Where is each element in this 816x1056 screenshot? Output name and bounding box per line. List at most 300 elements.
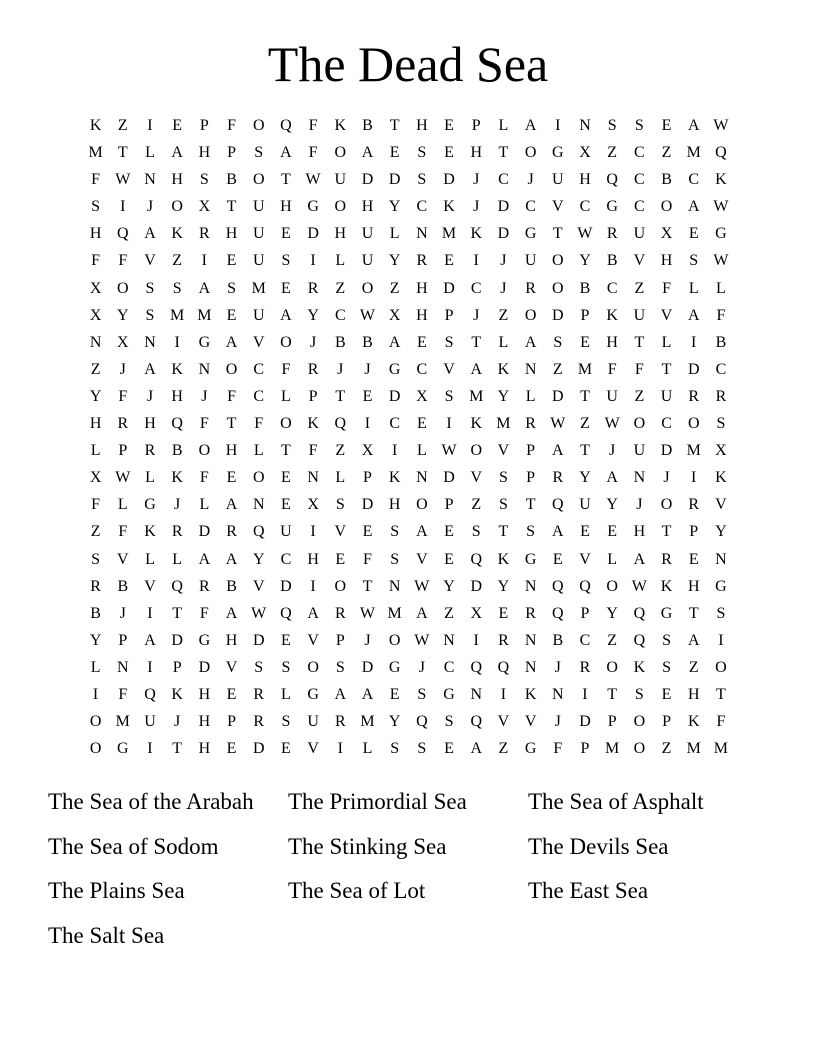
grid-letter[interactable]: S [281,658,291,676]
grid-letter[interactable]: X [470,604,482,622]
grid-letter[interactable]: I [500,685,507,703]
grid-letter[interactable]: D [280,577,292,595]
grid-letter[interactable]: M [577,360,593,378]
grid-letter[interactable]: Y [606,496,618,514]
grid-letter[interactable]: B [334,333,346,351]
grid-letter[interactable]: G [388,658,401,676]
grid-letter[interactable]: A [225,604,238,622]
grid-letter[interactable]: A [361,685,374,703]
grid-letter[interactable]: R [688,496,700,514]
grid-letter[interactable]: S [498,469,508,487]
grid-letter[interactable]: S [634,117,644,134]
grid-letter[interactable]: E [444,523,454,541]
grid-letter[interactable]: H [171,171,183,189]
grid-letter[interactable]: G [198,333,211,351]
grid-letter[interactable]: D [171,631,183,649]
grid-letter[interactable]: O [89,713,102,731]
grid-letter[interactable]: A [687,117,700,134]
grid-letter[interactable]: G [307,198,319,216]
grid-letter[interactable]: E [688,550,699,568]
word-search-grid[interactable] [82,112,735,762]
grid-letter[interactable]: R [226,523,237,541]
grid-letter[interactable]: N [524,658,537,676]
grid-letter[interactable]: A [552,442,564,460]
grid-letter[interactable]: U [524,252,537,270]
grid-letter[interactable]: V [225,658,238,676]
grid-letter[interactable]: B [171,442,183,460]
grid-letter[interactable]: D [252,631,265,649]
grid-letter[interactable]: O [334,577,347,595]
grid-letter[interactable]: V [144,252,156,270]
grid-letter[interactable]: I [473,252,479,270]
grid-letter[interactable]: S [444,387,454,405]
grid-letter[interactable]: Q [252,523,265,541]
grid-letter[interactable]: R [525,604,536,622]
grid-letter[interactable]: S [172,279,182,297]
grid-letter[interactable]: P [363,469,372,487]
grid-letter[interactable]: M [686,442,701,460]
grid-letter[interactable]: G [715,577,727,595]
grid-letter[interactable]: S [335,658,345,676]
grid-letter[interactable]: N [416,469,428,487]
grid-letter[interactable]: Q [144,685,156,703]
grid-letter[interactable]: E [172,117,183,134]
grid-letter[interactable]: X [715,442,727,460]
grid-letter[interactable]: E [552,550,563,568]
grid-letter[interactable]: C [634,198,645,216]
grid-letter[interactable]: L [335,469,346,487]
grid-letter[interactable]: Y [579,469,591,487]
grid-letter[interactable]: K [171,685,183,703]
grid-letter[interactable]: X [388,306,401,324]
grid-letter[interactable]: H [171,387,183,405]
grid-letter[interactable]: K [687,713,700,731]
grid-letter[interactable]: R [117,415,129,433]
grid-letter[interactable]: L [525,387,536,405]
grid-letter[interactable]: B [90,604,101,622]
grid-letter[interactable]: R [144,442,156,460]
grid-letter[interactable]: Q [171,577,183,595]
grid-letter[interactable]: S [335,496,345,514]
grid-letter[interactable]: V [633,252,646,270]
grid-letter[interactable]: B [362,333,373,351]
grid-letter[interactable]: A [687,306,700,324]
grid-letter[interactable]: I [147,740,153,758]
grid-letter[interactable]: L [498,117,509,134]
grid-letter[interactable]: P [662,713,671,731]
grid-letter[interactable]: I [174,333,180,351]
grid-letter[interactable]: U [552,171,564,189]
grid-letter[interactable]: V [443,360,455,378]
grid-letter[interactable]: J [146,387,154,405]
grid-letter[interactable]: D [252,740,265,758]
grid-letter[interactable]: L [607,550,618,568]
grid-letter[interactable]: Y [89,631,102,649]
grid-letter[interactable]: K [334,117,347,134]
grid-letter[interactable]: R [253,713,265,731]
grid-letter[interactable]: T [471,333,482,351]
grid-letter[interactable]: W [251,604,267,622]
grid-letter[interactable]: Z [335,279,346,297]
grid-letter[interactable]: E [362,523,373,541]
grid-letter[interactable]: B [715,333,727,351]
grid-letter[interactable]: V [416,550,428,568]
grid-letter[interactable]: Z [661,144,672,162]
grid-letter[interactable]: S [281,713,291,731]
grid-letter[interactable]: I [391,442,398,460]
grid-letter[interactable]: W [414,631,430,649]
grid-letter[interactable]: S [145,279,155,297]
grid-letter[interactable]: I [92,685,99,703]
grid-letter[interactable]: D [307,225,319,243]
grid-letter[interactable]: Z [389,279,400,297]
grid-letter[interactable]: O [552,252,564,270]
grid-letter[interactable]: S [417,171,427,189]
grid-letter[interactable]: S [390,550,400,568]
grid-letter[interactable]: O [687,415,700,433]
grid-letter[interactable]: Y [579,252,591,270]
grid-letter[interactable]: L [253,442,264,460]
grid-letter[interactable]: F [227,117,236,134]
grid-letter[interactable]: T [580,442,590,460]
grid-letter[interactable]: E [688,225,699,243]
grid-letter[interactable]: L [661,333,672,351]
grid-letter[interactable]: K [715,469,727,487]
grid-letter[interactable]: Q [606,171,618,189]
grid-letter[interactable]: W [359,604,376,622]
grid-letter[interactable]: J [364,631,371,649]
grid-letter[interactable]: E [226,685,237,703]
grid-letter[interactable]: N [552,685,564,703]
grid-letter[interactable]: R [199,577,210,595]
grid-letter[interactable]: T [498,523,509,541]
grid-letter[interactable]: T [117,144,128,162]
grid-letter[interactable]: M [686,144,701,162]
grid-letter[interactable]: H [361,198,374,216]
grid-letter[interactable]: L [281,685,291,703]
grid-letter[interactable]: G [552,144,564,162]
grid-letter[interactable]: D [361,496,374,514]
grid-letter[interactable]: R [334,713,346,731]
grid-letter[interactable]: N [579,117,591,134]
grid-letter[interactable]: K [171,360,183,378]
grid-letter[interactable]: M [496,415,511,433]
grid-letter[interactable]: Z [688,658,699,676]
grid-letter[interactable]: G [117,740,129,758]
grid-letter[interactable]: A [524,333,537,351]
grid-letter[interactable]: S [471,523,481,541]
grid-letter[interactable]: P [308,387,318,405]
grid-letter[interactable]: Q [552,604,564,622]
grid-letter[interactable]: S [417,740,427,758]
grid-letter[interactable]: V [470,469,482,487]
grid-letter[interactable]: Z [498,740,509,758]
grid-letter[interactable]: E [226,469,237,487]
grid-letter[interactable]: B [661,171,672,189]
grid-letter[interactable]: C [416,360,428,378]
grid-letter[interactable]: V [660,306,673,324]
grid-letter[interactable]: K [470,415,482,433]
grid-letter[interactable]: N [252,496,265,514]
grid-letter[interactable]: V [552,198,564,216]
grid-letter[interactable]: L [199,496,210,514]
grid-letter[interactable]: P [335,631,345,649]
grid-letter[interactable]: Q [416,713,428,731]
grid-letter[interactable]: O [334,198,347,216]
grid-letter[interactable]: U [334,171,347,189]
grid-letter[interactable]: Y [388,198,401,216]
grid-letter[interactable]: W [604,415,620,433]
grid-letter[interactable]: F [634,360,644,378]
grid-letter[interactable]: Q [280,604,292,622]
grid-letter[interactable]: Q [715,144,727,162]
grid-letter[interactable]: N [524,360,537,378]
grid-letter[interactable]: H [225,225,238,243]
grid-letter[interactable]: F [308,442,318,460]
grid-letter[interactable]: C [280,550,292,568]
grid-letter[interactable]: U [144,713,156,731]
grid-letter[interactable]: Q [633,604,646,622]
grid-letter[interactable]: P [172,658,182,676]
grid-letter[interactable]: S [444,713,454,731]
grid-letter[interactable]: K [443,198,455,216]
grid-letter[interactable]: A [470,740,482,758]
grid-letter[interactable]: E [444,740,454,758]
grid-letter[interactable]: Z [634,279,645,297]
grid-letter[interactable]: I [147,117,153,134]
grid-letter[interactable]: C [661,415,672,433]
grid-letter[interactable]: Q [470,550,482,568]
grid-letter[interactable]: E [661,685,672,703]
grid-letter[interactable]: C [634,144,645,162]
grid-letter[interactable]: J [119,604,126,622]
grid-letter[interactable]: N [524,631,537,649]
grid-letter[interactable]: D [361,658,374,676]
grid-letter[interactable]: K [497,360,510,378]
grid-letter[interactable]: Y [715,523,727,541]
grid-letter[interactable]: T [335,387,346,405]
grid-letter[interactable]: G [524,550,537,568]
grid-letter[interactable]: F [199,415,209,433]
grid-letter[interactable]: A [225,333,238,351]
grid-letter[interactable]: N [443,631,455,649]
grid-letter[interactable]: X [89,469,102,487]
grid-letter[interactable]: X [416,387,428,405]
grid-letter[interactable]: E [335,550,346,568]
grid-letter[interactable]: K [524,685,537,703]
grid-letter[interactable]: Y [606,604,618,622]
grid-letter[interactable]: F [553,740,563,758]
grid-letter[interactable]: F [91,171,101,189]
grid-letter[interactable]: P [118,442,128,460]
grid-letter[interactable]: G [388,360,401,378]
grid-letter[interactable]: Y [89,387,102,405]
grid-letter[interactable]: M [88,144,103,162]
grid-letter[interactable]: A [388,333,401,351]
grid-letter[interactable]: U [361,252,374,270]
grid-letter[interactable]: Z [607,631,618,649]
grid-letter[interactable]: V [307,631,319,649]
grid-letter[interactable]: H [579,171,591,189]
grid-letter[interactable]: A [171,144,183,162]
grid-letter[interactable]: A [524,117,537,134]
grid-letter[interactable]: I [147,604,153,622]
grid-letter[interactable]: R [661,550,672,568]
grid-letter[interactable]: I [718,631,724,649]
grid-letter[interactable]: O [117,279,129,297]
grid-letter[interactable]: A [470,360,482,378]
grid-letter[interactable]: U [579,496,591,514]
grid-letter[interactable]: F [363,550,372,568]
grid-letter[interactable]: J [418,658,425,676]
grid-letter[interactable]: Z [335,442,346,460]
grid-letter[interactable]: M [115,713,130,731]
grid-letter[interactable]: T [661,360,672,378]
grid-letter[interactable]: H [633,523,646,541]
grid-letter[interactable]: O [171,198,183,216]
grid-letter[interactable]: G [443,685,455,703]
grid-letter[interactable]: H [470,144,482,162]
grid-letter[interactable]: I [446,415,452,433]
grid-letter[interactable]: R [307,360,319,378]
grid-letter[interactable]: S [199,171,209,189]
grid-letter[interactable]: U [606,387,618,405]
grid-letter[interactable]: Q [117,225,129,243]
grid-letter[interactable]: R [525,415,536,433]
grid-letter[interactable]: S [281,252,291,270]
grid-letter[interactable]: H [198,685,211,703]
grid-letter[interactable]: C [253,360,265,378]
grid-letter[interactable]: A [552,523,564,541]
grid-letter[interactable]: O [225,360,238,378]
grid-letter[interactable]: V [144,577,156,595]
grid-letter[interactable]: D [552,387,564,405]
grid-letter[interactable]: U [660,387,673,405]
grid-letter[interactable]: K [470,225,482,243]
grid-letter[interactable]: A [144,631,156,649]
grid-letter[interactable]: S [444,333,454,351]
grid-letter[interactable]: Z [444,604,454,622]
grid-letter[interactable]: Z [580,415,590,433]
grid-letter[interactable]: G [606,198,618,216]
grid-letter[interactable]: G [144,496,156,514]
grid-letter[interactable]: M [441,225,457,243]
grid-letter[interactable]: A [198,550,211,568]
grid-letter[interactable]: P [526,469,536,487]
grid-letter[interactable]: K [633,658,646,676]
grid-letter[interactable]: E [362,387,373,405]
grid-letter[interactable]: T [172,604,183,622]
grid-letter[interactable]: Z [90,523,101,541]
grid-letter[interactable]: L [145,144,155,162]
grid-letter[interactable]: D [687,360,700,378]
grid-letter[interactable]: P [526,442,536,460]
grid-letter[interactable]: P [444,306,454,324]
grid-letter[interactable]: P [118,631,128,649]
grid-letter[interactable]: I [473,631,479,649]
grid-letter[interactable]: W [115,469,131,487]
grid-letter[interactable]: O [280,333,292,351]
grid-letter[interactable]: I [582,685,588,703]
grid-letter[interactable]: M [713,740,729,758]
grid-letter[interactable]: U [252,252,265,270]
grid-letter[interactable]: R [579,658,591,676]
grid-letter[interactable]: V [715,496,727,514]
grid-letter[interactable]: Q [552,496,564,514]
grid-letter[interactable]: I [691,333,697,351]
grid-letter[interactable]: O [715,658,727,676]
grid-letter[interactable]: T [281,171,291,189]
grid-letter[interactable]: T [607,685,618,703]
grid-letter[interactable]: B [117,577,129,595]
grid-letter[interactable]: S [254,144,264,162]
grid-letter[interactable]: Z [172,252,183,270]
grid-letter[interactable]: A [144,225,156,243]
grid-letter[interactable]: J [146,198,154,216]
grid-letter[interactable]: R [416,252,428,270]
grid-letter[interactable]: C [416,198,428,216]
grid-letter[interactable]: O [307,658,319,676]
grid-letter[interactable]: H [89,415,102,433]
grid-letter[interactable]: E [444,144,454,162]
grid-letter[interactable]: D [443,469,455,487]
grid-letter[interactable]: U [361,225,374,243]
grid-letter[interactable]: V [117,550,129,568]
grid-letter[interactable]: F [254,415,264,433]
grid-letter[interactable]: C [688,171,700,189]
grid-letter[interactable]: D [443,279,455,297]
grid-letter[interactable]: P [580,306,590,324]
grid-letter[interactable]: A [280,144,292,162]
grid-letter[interactable]: S [662,658,671,676]
grid-letter[interactable]: C [579,198,591,216]
grid-letter[interactable]: L [716,279,726,297]
grid-letter[interactable]: I [310,252,316,270]
grid-letter[interactable]: O [252,469,265,487]
grid-letter[interactable]: A [225,550,238,568]
grid-letter[interactable]: R [90,577,101,595]
grid-letter[interactable]: X [579,144,591,162]
grid-letter[interactable]: F [607,360,617,378]
grid-letter[interactable]: E [281,225,291,243]
grid-letter[interactable]: H [198,144,211,162]
grid-letter[interactable]: A [334,685,347,703]
grid-letter[interactable]: S [553,333,563,351]
grid-letter[interactable]: I [120,198,126,216]
grid-letter[interactable]: S [417,144,427,162]
grid-letter[interactable]: D [388,171,401,189]
grid-letter[interactable]: M [387,604,402,622]
grid-letter[interactable]: O [660,496,673,514]
grid-letter[interactable]: Q [552,577,564,595]
grid-letter[interactable]: W [115,171,131,189]
grid-letter[interactable]: D [443,171,455,189]
grid-letter[interactable]: K [660,577,673,595]
grid-letter[interactable]: H [606,333,618,351]
grid-letter[interactable]: F [118,387,128,405]
grid-letter[interactable]: J [500,279,507,297]
grid-letter[interactable]: L [416,442,427,460]
grid-letter[interactable]: G [524,740,537,758]
grid-letter[interactable]: R [688,387,700,405]
grid-letter[interactable]: E [226,306,237,324]
grid-letter[interactable]: O [252,171,265,189]
grid-letter[interactable]: D [552,306,564,324]
grid-letter[interactable]: J [663,469,670,487]
grid-letter[interactable]: I [310,523,316,541]
grid-letter[interactable]: E [444,117,454,134]
grid-letter[interactable]: I [555,117,561,134]
